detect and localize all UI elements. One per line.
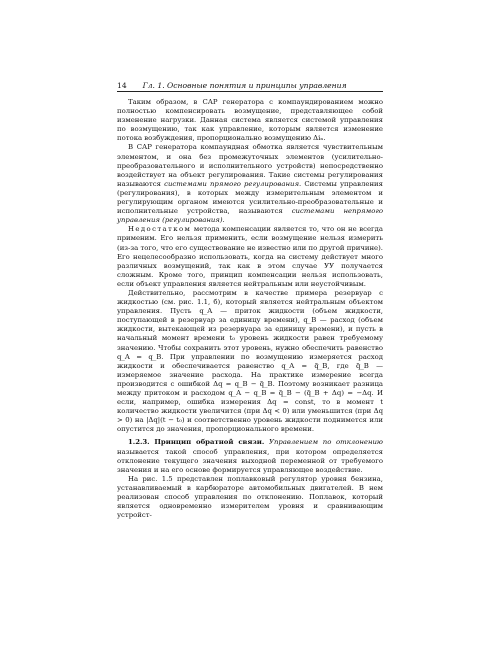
paragraph-text: В САР генератора компаундная обмотка является чувствительным элементом, и она без промежуточных элементов (усилительно-преобразовательного и исполнительного устройств) непосредственно воздействует на объект регулирования. Такие системы регулирования называются xyxy=(117,143,383,188)
paragraph: На рис. 1.5 представлен поплавковый регулятор уровня бензина, устанавливаемый в карбюраторе автомобильных двигателей. В нем реализован способ управления по отклонению. Поплавок, который является одновременно измерителем уровня и сравнивающим устройст- xyxy=(117,474,383,520)
page-number: 14 xyxy=(117,81,127,90)
running-title: Гл. 1. Основные понятия и принципы управления xyxy=(142,81,347,90)
term-indirect-control: системами непрямого управления (регулирования) xyxy=(117,207,383,225)
spaced-term: Недостатком xyxy=(128,225,192,234)
paragraph-text: метода компенсации является то, что он не всегда применим. Его нельзя применить, если возмущение нельзя измерить (из-за того, что его существование не известно или по другой причине). Его нецелесообразно использовать, когда на систему действует много различных возмущений, так как в этом случае УУ получается сложным. Кроме того, принцип компенсации нельзя использовать, если объект управления является нейтральным или неустойчивым. xyxy=(117,225,383,288)
term-direct-control: системами прямого регулирования xyxy=(164,179,300,188)
section-heading: 1.2.3. Принцип обратной связи. xyxy=(128,438,265,447)
running-header xyxy=(117,81,383,92)
page-body xyxy=(117,98,383,520)
paragraph xyxy=(117,143,383,225)
paragraph: Таким образом, в САР генератора с компаундированием можно полностью компенсировать возмущение, представляющее собой изменение нагрузки. Данная система является системой управления по возмущению, так как управление, которым является изменение потока возбуждения, пропорционально возмущению Δiₙ. xyxy=(117,98,383,143)
paragraph-text: называется такой способ управления, при котором определяется отклонение текущего значения выходной переменной от требуемого значения и на его основе формируется управляющее воздействие. xyxy=(117,447,383,474)
paragraph: Действительно, рассмотрим в качестве примера резервуар с жидкостью (см. рис. 1.1, б), который является нейтральным объектом управления. Пусть q_A — приток жидкости (объем жидкости, поступающей в резервуар за единицу времени), q_B — расход (объем жидкости, вытекающей из резервуара за единицу времени), и пусть в начальный момент времени t₀ уровень жидкости равен требуемому значению. Чтобы сохранить этот уровень, нужно обеспечить равенство q_A = q_B. При управлении по возмущению измеряется расход жидкости и обеспечивается равенство q_A = q̃_B, где q̃_B — измеряемое значение расхода. На практике измерение всегда производится с ошибкой Δq = q_B − q̃_B. Поэтому возникает разница между притоком и расходом q_A − q_B = q̃_B − (q̃_B + Δq) = −Δq. И если, например, ошибка измерения Δq = const, то в момент t количество жидкости увеличится (при Δq < 0) или уменьшится (при Δq > 0) на |Δq|(t − t₀) и соответственно уровень жидкости поднимется или опустится до значения, пропорционального времени. xyxy=(117,288,383,434)
paragraph-text: . Системы управления (регулирования), в которых между измерительным элементом и регулирующим органом имеются усилительно-преобразовательные и исполнительные устройства, называются xyxy=(117,179,383,216)
section-paragraph xyxy=(117,438,383,474)
paragraph-text: . xyxy=(222,216,225,225)
paragraph xyxy=(117,225,383,289)
term-deviation-control: Управлением по отклонению xyxy=(268,438,383,447)
